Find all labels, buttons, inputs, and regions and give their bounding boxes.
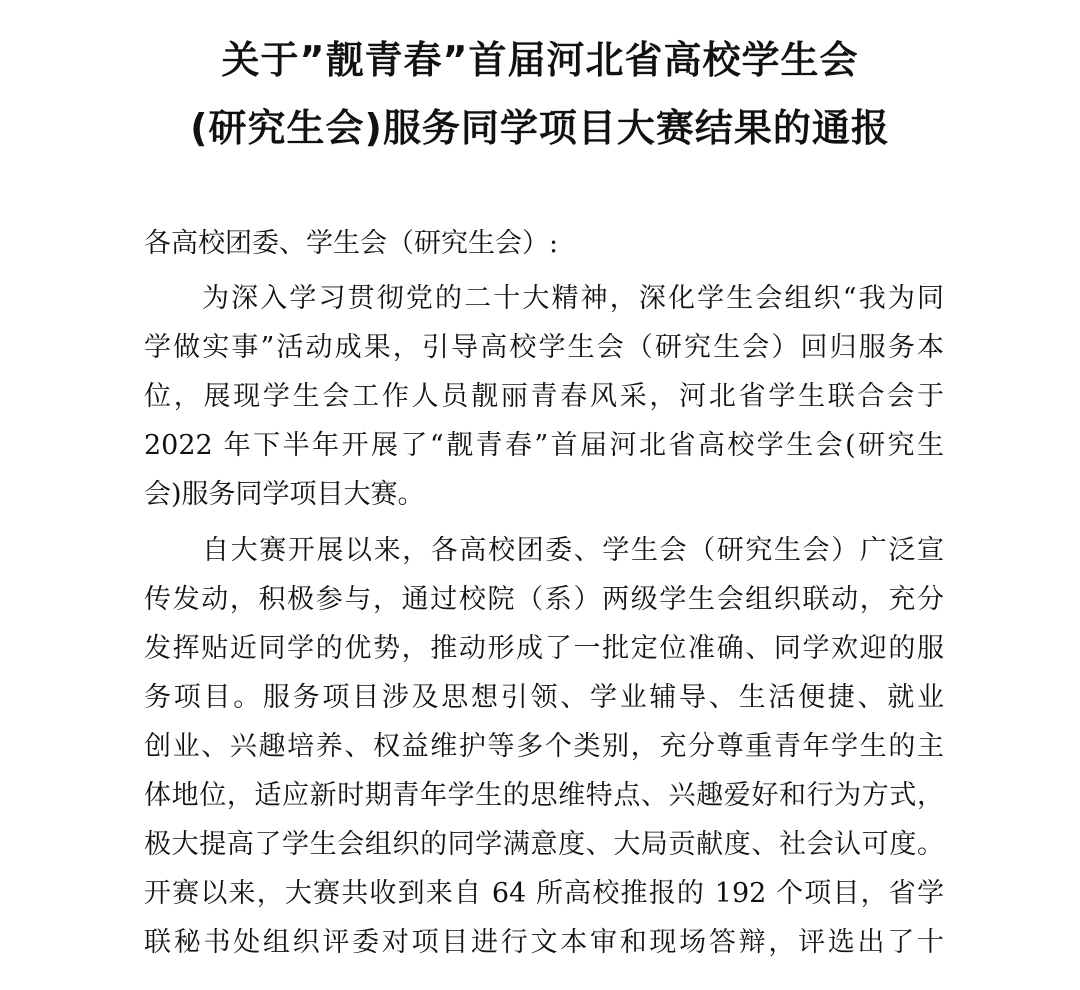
body-line: 创业、兴趣培养、权益维护等多个类别，充分尊重青年学生的主 bbox=[144, 731, 944, 762]
body-line: 位，展现学生会工作人员靓丽青春风采，河北省学生联合会于 bbox=[144, 381, 944, 412]
body-line: 自大赛开展以来，各高校团委、学生会（研究生会）广泛宣 bbox=[202, 535, 944, 566]
document-title-line-1: 关于”靓青春”首届河北省高校学生会 bbox=[221, 38, 859, 82]
body-line: 体地位，适应新时期青年学生的思维特点、兴趣爱好和行为方式， bbox=[144, 780, 944, 811]
body-line: 2022 年下半年开展了“靓青春”首届河北省高校学生会(研究生 bbox=[144, 430, 944, 461]
body-line: 务项目。服务项目涉及思想引领、学业辅导、生活便捷、就业 bbox=[144, 682, 944, 713]
body-line: 传发动，积极参与，通过校院（系）两级学生会组织联动，充分 bbox=[144, 584, 944, 615]
body-line: 联秘书处组织评委对项目进行文本审和现场答辩，评选出了十 bbox=[144, 927, 944, 958]
body-line: 开赛以来，大赛共收到来自 64 所高校推报的 192 个项目，省学 bbox=[144, 878, 944, 909]
body-line: 极大提高了学生会组织的同学满意度、大局贡献度、社会认可度。 bbox=[144, 829, 944, 860]
document-title-line-2: (研究生会)服务同学项目大赛结果的通报 bbox=[190, 106, 890, 150]
salutation: 各高校团委、学生会（研究生会）: bbox=[144, 228, 559, 259]
body-line: 会)服务同学项目大赛。 bbox=[144, 479, 425, 510]
body-line: 为深入学习贯彻党的二十大精神，深化学生会组织“我为同 bbox=[202, 283, 944, 314]
body-line: 学做实事”活动成果，引导高校学生会（研究生会）回归服务本 bbox=[144, 332, 944, 363]
body-line: 发挥贴近同学的优势，推动形成了一批定位准确、同学欢迎的服 bbox=[144, 633, 944, 664]
